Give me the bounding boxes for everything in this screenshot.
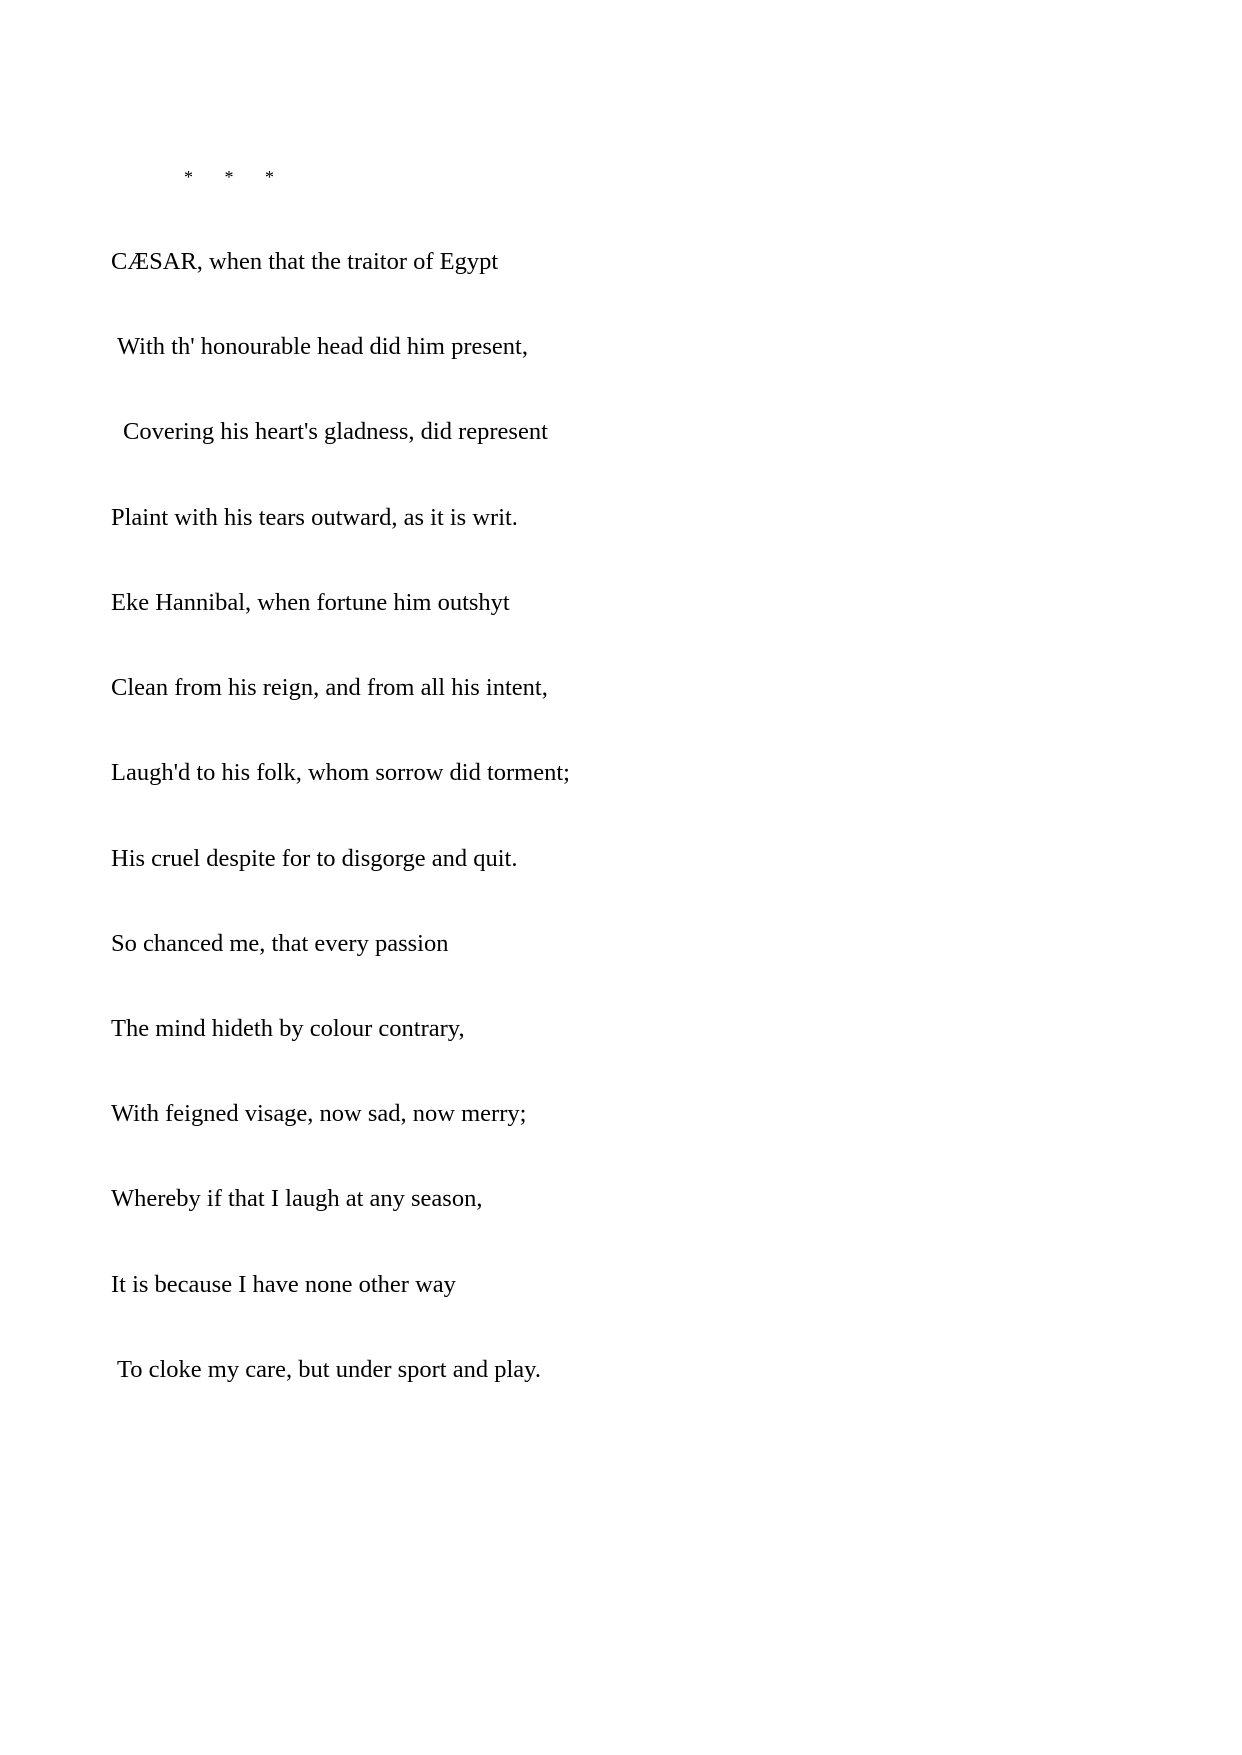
section-separator: * * * — [184, 166, 274, 187]
poem-line: It is because I have none other way — [111, 1270, 456, 1298]
poem-line: With th' honourable head did him present, — [117, 333, 528, 361]
poem — [111, 106, 570, 1441]
poem-line: Plaint with his tears outward, as it is writ. — [111, 503, 518, 531]
poem-line: So chanced me, that every passion — [111, 929, 449, 957]
poem-line: Whereby if that I laugh at any season, — [111, 1185, 483, 1213]
poem-line: The mind hideth by colour contrary, — [111, 1015, 465, 1042]
poem-line: With feigned visage, now sad, now merry; — [111, 1100, 527, 1128]
poem-line: His cruel despite for to disgorge and quit. — [111, 844, 518, 872]
poem-line: Eke Hannibal, when fortune him outshyt — [111, 588, 510, 616]
poem-line: Covering his heart's gladness, did represent — [123, 418, 548, 446]
poem-line: Laugh'd to his folk, whom sorrow did torment; — [111, 759, 570, 787]
poem-line: CÆSAR, when that the traitor of Egypt — [111, 248, 499, 276]
poem-line: Clean from his reign, and from all his intent, — [111, 674, 548, 702]
poem-line: To cloke my care, but under sport and play. — [117, 1355, 541, 1383]
